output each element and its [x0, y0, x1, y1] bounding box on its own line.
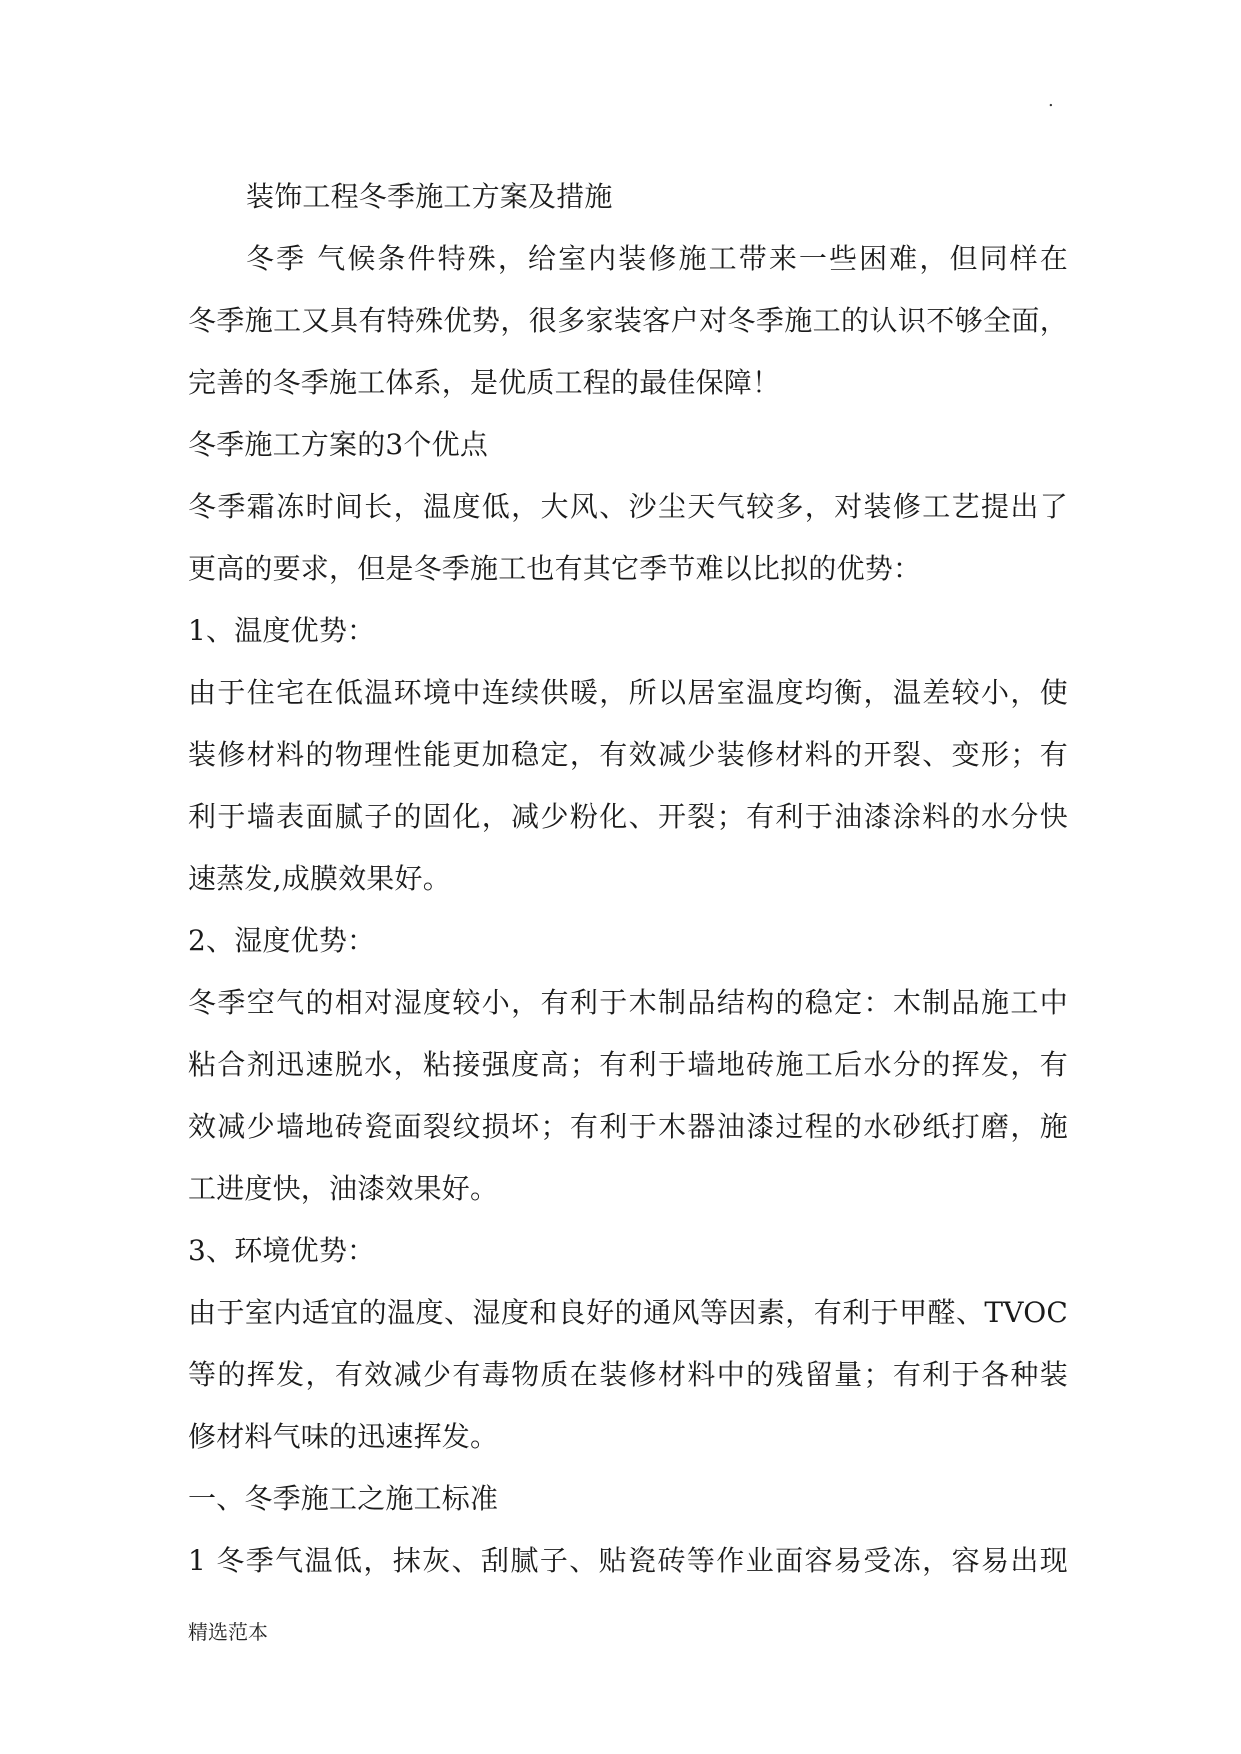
footer-label: 精选范本 [188, 1620, 268, 1644]
line-12: 2、湿度优势： [188, 924, 376, 957]
line-2: 冬季施工又具有特殊优势，很多家装客户对冬季施工的认识不够全面， [188, 304, 1068, 337]
line-21: 一、冬季施工之施工标准 [188, 1482, 499, 1515]
line-6: 更高的要求，但是冬季施工也有其它季节难以比拟的优势： [188, 552, 922, 585]
header-mark: . [1048, 90, 1054, 111]
line-15: 效减少墙地砖瓷面裂纹损坏；有利于木器油漆过程的水砂纸打磨，施 [188, 1110, 1068, 1143]
document-body [188, 166, 1068, 1592]
line-9: 装修材料的物理性能更加稳定，有效减少装修材料的开裂、变形；有 [188, 738, 1068, 771]
line-8: 由于住宅在低温环境中连续供暖，所以居室温度均衡，温差较小，使 [188, 676, 1068, 709]
line-20: 修材料气味的迅速挥发。 [188, 1420, 499, 1453]
line-19: 等的挥发，有效减少有毒物质在装修材料中的残留量；有利于各种装 [188, 1358, 1068, 1391]
line-5: 冬季霜冻时间长，温度低，大风、沙尘天气较多，对装修工艺提出了 [188, 490, 1068, 523]
line-22: 1 冬季气温低，抹灰、刮腻子、贴瓷砖等作业面容易受冻，容易出现 [188, 1544, 1068, 1577]
line-17: 3、环境优势： [188, 1234, 376, 1267]
line-0: 装饰工程冬季施工方案及措施 [246, 180, 613, 213]
line-3: 完善的冬季施工体系，是优质工程的最佳保障！ [188, 366, 781, 399]
line-14: 粘合剂迅速脱水，粘接强度高；有利于墙地砖施工后水分的挥发，有 [188, 1048, 1068, 1081]
line-1: 冬季 气候条件特殊，给室内装修施工带来一些困难，但同样在 [246, 242, 1068, 275]
line-16: 工进度快，油漆效果好。 [188, 1172, 499, 1205]
line-18: 由于室内适宜的温度、湿度和良好的通风等因素，有利于甲醛、TVOC [188, 1296, 1068, 1329]
line-10: 利于墙表面腻子的固化，减少粉化、开裂；有利于油漆涂料的水分快 [188, 800, 1068, 833]
line-13: 冬季空气的相对湿度较小，有利于木制品结构的稳定：木制品施工中 [188, 986, 1068, 1019]
line-11: 速蒸发,成膜效果好。 [188, 862, 451, 895]
line-7: 1、温度优势： [188, 614, 376, 647]
line-4: 冬季施工方案的3个优点 [188, 428, 489, 461]
